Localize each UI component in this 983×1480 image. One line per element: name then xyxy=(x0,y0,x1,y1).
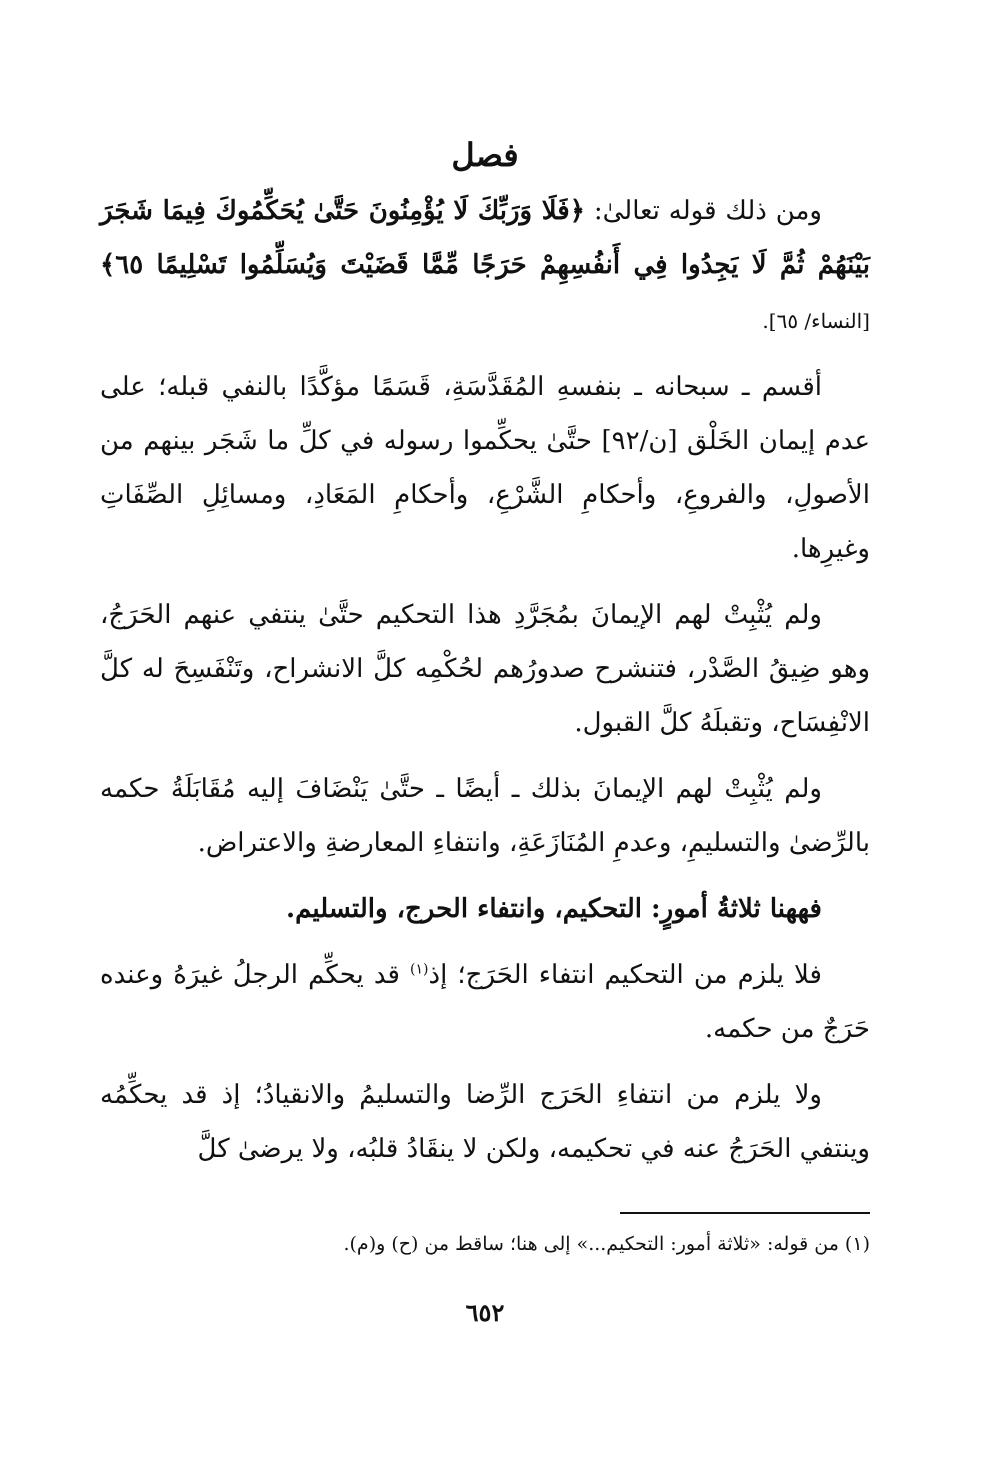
paragraph-inqiyad: ولا يلزم من انتفاءِ الحَرَج الرِّضا والتسليمُ والانقيادُ؛ إذ قد يحكِّمُه وينتفي الحَرَجُ عنه في تحكيمه، ولكن لا ينقَادُ قلبُه، ولا يرضىٰ كلَّ xyxy=(100,1080,870,1164)
quran-verse: ﴿فَلَا وَرَبِّكَ لَا يُؤْمِنُونَ حَتَّىٰ يُحَكِّمُوكَ فِيمَا شَجَرَ بَيْنَهُمْ ثُمَّ لَا يَجِدُوا فِي أَنفُسِهِمْ حَرَجًا مِّمَّا قَضَيْتَ وَيُسَلِّمُوا تَسْلِيمًا ٦٥﴾ xyxy=(100,196,870,280)
paragraph-rida: ولم يُثْبِتْ لهم الإيمانَ بذلك ـ أيضًا ـ حتَّىٰ يَنْضَافَ إليه مُقَابَلَةُ حكمه بالرِّضىٰ والتسليمِ، وعدمِ المُنَازَعَةِ، وانتفاءِ المعارضةِ والاعتراض. xyxy=(100,774,870,858)
footnote-divider xyxy=(620,1212,870,1214)
paragraph-verse xyxy=(100,184,870,348)
paragraph-three-matters: فههنا ثلاثةُ أمورٍ: التحكيم، وانتفاء الحرج، والتسليم. xyxy=(286,894,822,924)
footnote-marker: (١) xyxy=(410,961,429,978)
paragraph-tahkim-start: فلا يلزم من التحكيم انتفاء الحَرَج؛ إذ xyxy=(428,960,822,990)
paragraph-tahkim-end: قد يحكِّم الرجلُ غيرَهُ وعنده حَرَجٌ من حكمه. xyxy=(100,960,870,1044)
paragraph-oath: أقسم ـ سبحانه ـ بنفسهِ المُقَدَّسَةِ، قَسَمًا مؤكَّدًا بالنفي قبله؛ على عدم إيمان الخَلْق [ن/٩٢] حتَّىٰ يحكِّموا رسوله في كلِّ ما شَجَر بينهم من الأصولِ، والفروعِ، وأحكامِ الشَّرْعِ، وأحكامِ المَعَادِ، ومسائِلِ الصِّفَاتِ وغيرِها. xyxy=(100,372,870,564)
section-heading: فصل xyxy=(451,136,519,174)
book-page xyxy=(100,130,870,1380)
footnote: (١) من قوله: «ثلاثة أمور: التحكيم...» إلى هنا؛ ساقط من (ح) و(م). xyxy=(343,1233,870,1255)
verse-reference: [النساء/ ٦٥]. xyxy=(762,309,870,333)
paragraph-tahkim xyxy=(100,948,870,1056)
verse-intro: ومن ذلك قوله تعالىٰ: xyxy=(584,196,822,226)
page-number: ٦٥٢ xyxy=(465,1298,505,1327)
paragraph-haraj: ولم يُثْبِتْ لهم الإيمانَ بمُجَرَّدِ هذا التحكيم حتَّىٰ ينتفي عنهم الحَرَجُ، وهو ضِيقُ الصَّدْر، فتنشرح صدورُهم لحُكْمِه كلَّ الانشراح، وتَنْفَسِحَ له كلَّ الانْفِسَاح، وتقبلَهُ كلَّ القبول. xyxy=(100,600,870,738)
